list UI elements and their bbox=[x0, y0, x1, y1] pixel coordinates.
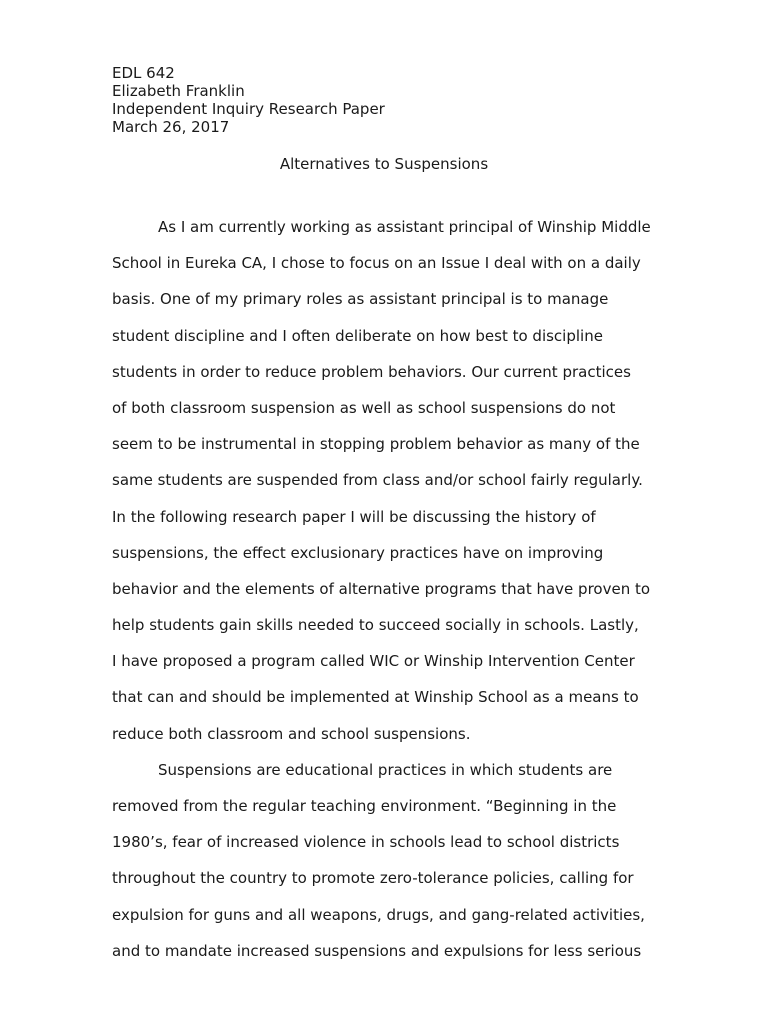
body-line: students in order to reduce problem behaviors. Our current practices bbox=[112, 362, 631, 381]
paper-body bbox=[112, 218, 672, 978]
paper-type: Independent Inquiry Research Paper bbox=[112, 100, 385, 118]
body-line: Suspensions are educational practices in which students are bbox=[158, 760, 613, 779]
paper-header bbox=[112, 64, 672, 136]
body-line: In the following research paper I will be discussing the history of bbox=[112, 507, 596, 526]
body-line: suspensions, the effect exclusionary practices have on improving bbox=[112, 543, 604, 562]
body-line: basis. One of my primary roles as assistant principal is to manage bbox=[112, 290, 609, 309]
body-line: 1980’s, fear of increased violence in schools lead to school districts bbox=[112, 833, 620, 852]
course-code: EDL 642 bbox=[112, 64, 175, 82]
body-line: reduce both classroom and school suspensions. bbox=[112, 724, 471, 743]
body-line: student discipline and I often deliberate on how best to discipline bbox=[112, 326, 603, 345]
body-line: and to mandate increased suspensions and expulsions for less serious bbox=[112, 941, 642, 960]
body-line: seem to be instrumental in stopping problem behavior as many of the bbox=[112, 435, 640, 454]
body-line: behavior and the elements of alternative programs that have proven to bbox=[112, 579, 651, 598]
body-line: same students are suspended from class and/or school fairly regularly. bbox=[112, 471, 643, 490]
body-line: I have proposed a program called WIC or Winship Intervention Center bbox=[112, 652, 635, 671]
body-line: help students gain skills needed to succeed socially in schools. Lastly, bbox=[112, 616, 639, 635]
body-line: School in Eureka CA, I chose to focus on an Issue I deal with on a daily bbox=[112, 254, 641, 273]
body-line: expulsion for guns and all weapons, drugs, and gang-related activities, bbox=[112, 905, 645, 924]
paper-title: Alternatives to Suspensions bbox=[279, 155, 489, 173]
body-line: removed from the regular teaching environment. “Beginning in the bbox=[112, 797, 617, 815]
paper-date: March 26, 2017 bbox=[112, 118, 230, 136]
body-line: of both classroom suspension as well as school suspensions do not bbox=[112, 398, 616, 417]
body-line: As I am currently working as assistant principal of Winship Middle bbox=[158, 218, 651, 236]
author-name: Elizabeth Franklin bbox=[112, 82, 245, 100]
body-line: throughout the country to promote zero-tolerance policies, calling for bbox=[112, 869, 634, 888]
body-line: that can and should be implemented at Winship School as a means to bbox=[112, 688, 639, 707]
